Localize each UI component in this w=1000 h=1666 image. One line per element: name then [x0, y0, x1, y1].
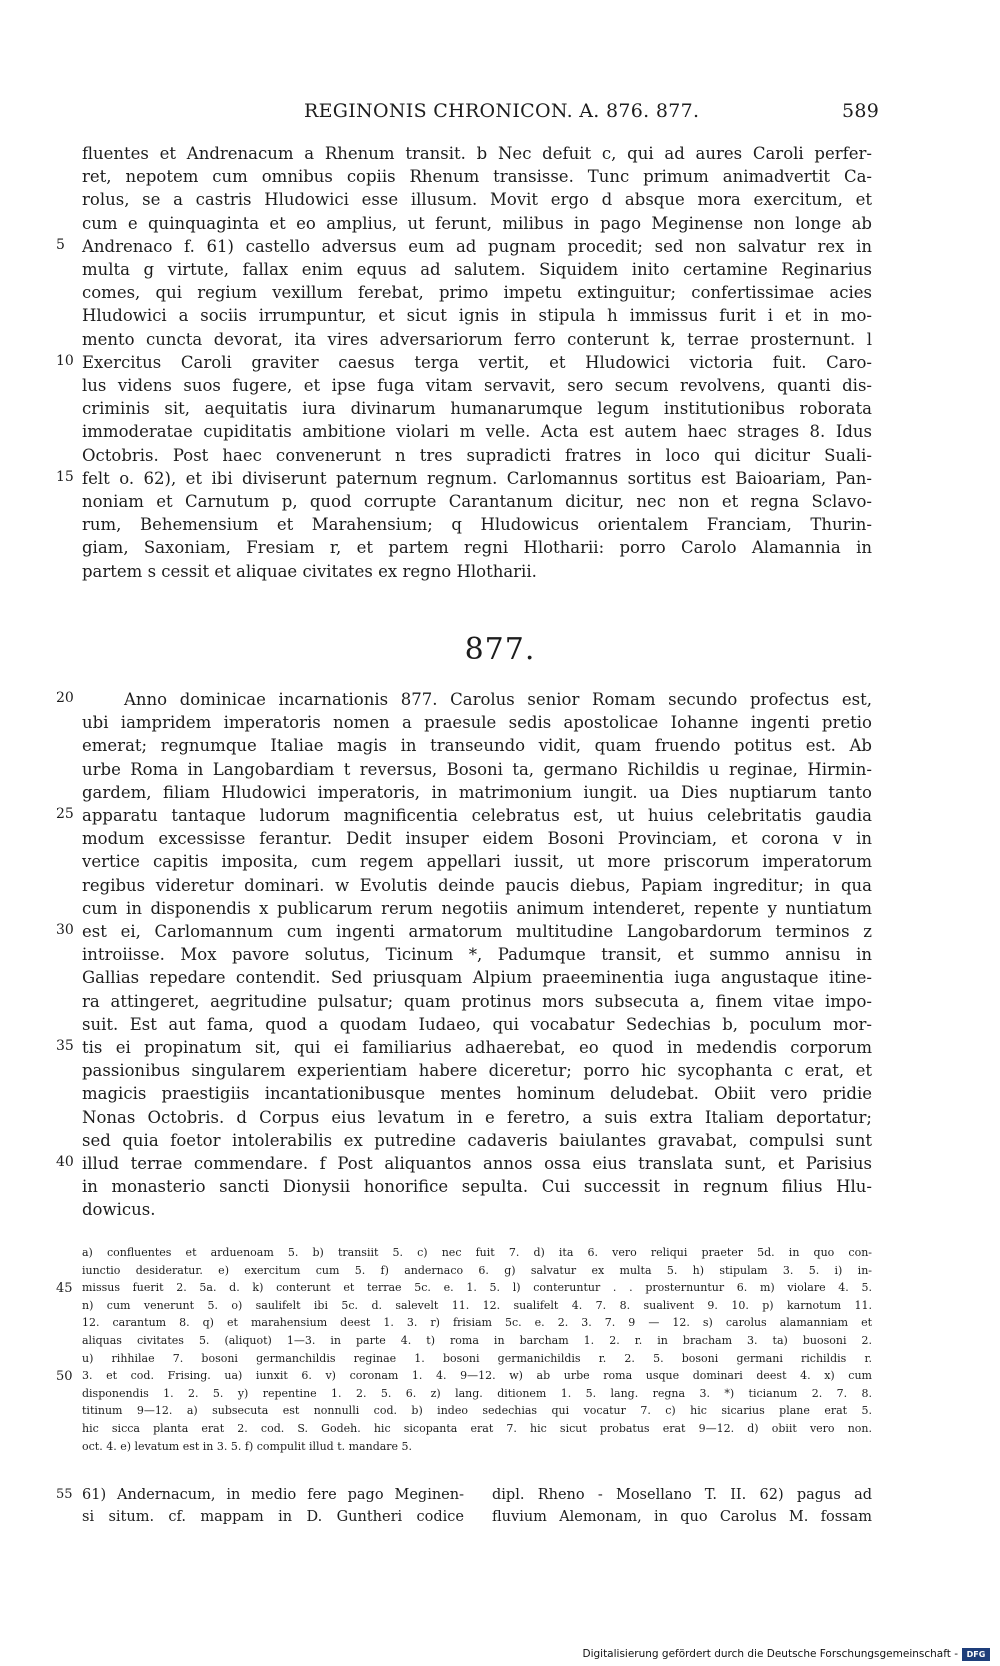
text-line	[0, 562, 1000, 586]
text-line	[0, 330, 1000, 354]
line-text: ret, nepotem cum omnibus copiis Rhenum transisse. Tunc primum animadvertit Ca-	[82, 167, 872, 187]
line-text: Anno dominicae incarnationis 877. Carolus senior Romam secundo profectus est,	[124, 690, 872, 709]
line-text: emerat; regnumque Italiae magis in transeundo vidit, quam fruendo potitus est. Ab	[82, 736, 872, 756]
text-line	[0, 968, 1000, 992]
line-text: aliquas civitates 5. (aliquot) 1—3. in parte 4. t) roma in barcham 1. 2. r. in bracham 3. ta) buosoni 2.	[82, 1334, 872, 1347]
text-line	[0, 1108, 1000, 1132]
note-line	[0, 1316, 1000, 1334]
text-line	[0, 876, 1000, 900]
text-line	[0, 214, 1000, 238]
year-heading: 877.	[464, 632, 536, 667]
line-number: 50	[56, 1369, 73, 1385]
text-line	[0, 922, 1000, 946]
text-line	[0, 260, 1000, 284]
line-text: dowicus.	[82, 1200, 156, 1220]
text-line	[0, 422, 1000, 446]
text-line	[0, 283, 1000, 307]
footer-credit: Digitalisierung gefördert durch die Deutsche Forschungsgemeinschaft -	[582, 1648, 958, 1660]
running-title: REGINONIS CHRONICON. A. 876. 877.	[304, 100, 700, 122]
line-text: titinum 9—12. a) subsecuta est nonnulli cod. b) indeo sedechias qui vocatur 7. c) hic sicarius plane erat 5.	[82, 1404, 872, 1418]
line-number: 5	[56, 236, 65, 253]
text-line	[0, 945, 1000, 969]
text-line	[0, 306, 1000, 330]
text-line	[0, 1038, 1000, 1062]
text-line	[0, 515, 1000, 539]
line-text: felt o. 62), et ibi diviserunt paternum regnum. Carlomannus sortitus est Baioariam, Pan-	[82, 468, 872, 488]
text-line	[0, 1154, 1000, 1178]
note-line	[0, 1352, 1000, 1370]
line-text: sed quia foetor intolerabilis ex putredine cadaveris baiulantes gravabat, compulsi sunt	[82, 1130, 872, 1150]
text-line	[0, 538, 1000, 562]
text-line	[0, 829, 1000, 853]
note-line	[0, 1334, 1000, 1352]
text-line	[0, 376, 1000, 400]
text-line	[0, 144, 1000, 168]
line-number: 20	[56, 690, 74, 706]
line-number: 30	[56, 922, 74, 938]
note-line	[0, 1246, 1000, 1264]
line-text: n) cum venerunt 5. o) saulifelt ibi 5c. d. salevelt 11. 12. sualifelt 4. 7. 8. sualivent 9. 10. p) karnotum 11.	[82, 1298, 872, 1312]
explanatory-note-line	[0, 1509, 1000, 1531]
line-text: in monasterio sancti Dionysii honorifice sepulta. Cui successit in regnum filius Hlu-	[82, 1177, 872, 1197]
note-column-right: fluvium Alemonam, in quo Carolus M. fossam	[492, 1509, 872, 1525]
text-line	[0, 806, 1000, 830]
line-text: tis ei propinatum sit, qui ei familiarius adhaerebat, eo quod in medendis corporum	[82, 1038, 872, 1057]
line-text: missus fuerit 2. 5a. d. k) conterunt et terrae 5c. e. 1. 5. l) conteruntur . . prosternuntur 6. m) violare 4. 5.	[82, 1281, 872, 1295]
line-text: comes, qui regium vexillum ferebat, primo impetu extinguitur; confertissimae acies	[82, 283, 872, 303]
line-text: mento cuncta devorat, ita vires adversariorum ferro conterunt k, terrae prosternunt. l	[82, 329, 872, 349]
line-text: apparatu tantaque ludorum magnificentia celebratus est, ut huius celebritatis gaudia	[82, 806, 872, 825]
text-line	[0, 237, 1000, 261]
dfg-logo: DFG	[962, 1648, 990, 1661]
line-text: partem s cessit et aliquae civitates ex regno Hlotharii.	[82, 561, 537, 581]
text-line	[0, 713, 1000, 737]
line-number: 10	[56, 352, 74, 369]
line-text: Gallias repedare contendit. Sed priusquam Alpium praeeminentia iuga angustaque itine-	[82, 968, 872, 988]
text-line	[0, 353, 1000, 377]
line-text: gardem, filiam Hludowici imperatoris, in matrimonium iungit. ua Dies nuptiarum tanto	[82, 782, 872, 802]
text-line	[0, 167, 1000, 191]
note-line	[0, 1387, 1000, 1405]
page-number: 589	[842, 100, 880, 122]
line-text: ra attingeret, aegritudine pulsatur; quam protinus mors subsecuta a, finem vitae impo-	[82, 991, 872, 1011]
line-text: regibus videretur dominari. w Evolutis deinde paucis diebus, Papiam ingreditur; in qua	[82, 875, 872, 895]
text-line	[0, 1015, 1000, 1039]
line-text: giam, Saxoniam, Fresiam r, et partem regni Hlotharii: porro Carolo Alamannia in	[82, 538, 872, 558]
note-line	[0, 1264, 1000, 1282]
line-text: 12. carantum 8. q) et marahensium deest 1. 3. r) frisiam 5c. e. 2. 3. 7. 9 — 12. s) carolus alamanniam et	[82, 1316, 872, 1330]
line-text: oct. 4. e) levatum est in 3. 5. f) compulit illud t. mandare 5.	[82, 1439, 413, 1453]
text-line	[0, 190, 1000, 214]
text-line	[0, 1177, 1000, 1201]
line-text: u) rihhilae 7. bosoni germanchildis reginae 1. bosoni germanichildis r. 2. 5. bosoni germani richildis r.	[82, 1351, 872, 1365]
line-text: ubi iampridem imperatoris nomen a praesule sedis apostolicae Iohanne ingenti pretio	[82, 713, 872, 733]
text-line	[0, 736, 1000, 760]
line-text: lus videns suos fugere, et ipse fuga vitam servavit, sero secum revolvens, quanti dis-	[82, 376, 872, 395]
line-number: 35	[56, 1038, 74, 1054]
line-number: 15	[56, 468, 74, 485]
line-text: vertice capitis imposita, cum regem appellari iussit, ut more priscorum imperatorum	[82, 852, 872, 872]
page-footer	[0, 1646, 1000, 1664]
line-number: 55	[56, 1487, 73, 1502]
text-line	[0, 446, 1000, 470]
line-text: est ei, Carlomannum cum ingenti armatorum multitudine Langobardorum terminos z	[82, 922, 872, 941]
text-line	[0, 399, 1000, 423]
line-text: illud terrae commendare. f Post aliquantos annos ossa eius translata sunt, et Parisius	[82, 1154, 872, 1173]
line-text: fluentes et Andrenacum a Rhenum transit. b Nec defuit c, qui ad aures Caroli perfer-	[82, 144, 872, 163]
line-text: cum in disponendis x publicarum rerum negotiis animum intenderet, repente y nuntiatum	[82, 898, 872, 918]
line-text: 3. et cod. Frising. ua) iunxit 6. v) coronam 1. 4. 9—12. w) ab urbe roma usque dominari deest 4. x) cum	[82, 1369, 872, 1383]
line-text: multa g virtute, fallax enim equus ad salutem. Siquidem inito certamine Reginarius	[82, 260, 872, 279]
line-text: rum, Behemensium et Marahensium; q Hludowicus orientalem Franciam, Thurin-	[82, 515, 872, 535]
text-line	[0, 852, 1000, 876]
line-text: criminis sit, aequitatis iura divinarum humanarumque legum institutionibus roborata	[82, 399, 872, 419]
line-text: Hludowici a sociis irrumpuntur, et sicut ignis in stipula h immissus furit i et in mo-	[82, 306, 872, 326]
line-text: Octobris. Post haec convenerunt n tres supradicti fratres in loco qui dicitur Suali-	[82, 445, 872, 465]
line-number: 40	[56, 1154, 74, 1170]
note-line	[0, 1299, 1000, 1317]
text-line	[0, 1131, 1000, 1155]
line-text: introiisse. Mox pavore solutus, Ticinum *, Padumque transit, et summo annisu in	[82, 945, 872, 965]
text-line	[0, 1200, 1000, 1224]
line-number: 45	[56, 1281, 73, 1297]
line-number: 25	[56, 806, 74, 822]
line-text: rolus, se a castris Hludowici esse illusum. Movit ergo d absque mora exercitum, et	[82, 190, 872, 210]
note-line	[0, 1422, 1000, 1440]
line-text: iunctio desideratur. e) exercitum cum 5. f) andernaco 6. g) salvatur ex multa 5. h) stipulam 3. 5. i) in-	[82, 1263, 872, 1277]
line-text: Andrenaco f. 61) castello adversus eum ad pugnam procedit; sed non salvatur rex in	[82, 236, 872, 256]
text-line	[0, 992, 1000, 1016]
line-text: noniam et Carnutum p, quod corrupte Carantanum dicitur, nec non et regna Sclavo-	[82, 492, 872, 511]
line-text: suit. Est aut fama, quod a quodam Iudaeo, qui vocabatur Sedechias b, poculum mor-	[82, 1014, 872, 1034]
text-line	[0, 492, 1000, 516]
line-text: hic sicca planta erat 2. cod. S. Godeh. hic sicopanta erat 7. hic sicut probatus erat 9—12. d) obiit vero non.	[82, 1422, 872, 1435]
line-text: immoderatae cupiditatis ambitione violari m velle. Acta est autem haec strages 8. Idus	[82, 422, 872, 442]
page-header	[0, 100, 1000, 130]
text-line	[0, 690, 1000, 714]
note-line	[0, 1440, 1000, 1458]
text-line	[0, 469, 1000, 493]
line-text: magicis praestigiis incantationibusque mentes hominum deludebat. Obiit vero pridie	[82, 1084, 872, 1104]
line-text: disponendis 1. 2. 5. y) repentine 1. 2. 5. 6. z) lang. ditionem 1. 5. lang. regna 3. *) ticianum 2. 7. 8.	[82, 1386, 872, 1400]
text-line	[0, 1084, 1000, 1108]
note-line	[0, 1369, 1000, 1387]
text-line	[0, 899, 1000, 923]
text-line	[0, 760, 1000, 784]
line-text: passionibus singularem experientiam habere diceretur; porro hic sycophanta c erat, et	[82, 1061, 872, 1081]
note-column-right: dipl. Rheno - Mosellano T. II. 62) pagus ad	[492, 1487, 872, 1503]
note-line	[0, 1404, 1000, 1422]
line-text: a) confluentes et arduenoam 5. b) transiit 5. c) nec fuit 7. d) ita 6. vero reliqui praeter 5d. in quo con-	[82, 1246, 872, 1259]
note-column-left: si situm. cf. mappam in D. Guntheri codice	[82, 1509, 464, 1525]
explanatory-note-line	[0, 1487, 1000, 1509]
text-line	[0, 1061, 1000, 1085]
note-column-left: 61) Andernacum, in medio fere pago Meginen-	[82, 1487, 464, 1503]
text-line	[0, 783, 1000, 807]
line-text: Nonas Octobris. d Corpus eius levatum in e feretro, a suis extra Italiam deportatur;	[82, 1107, 872, 1127]
line-text: cum e quinquaginta et eo amplius, ut ferunt, milibus in pago Meginense non longe ab	[82, 213, 872, 233]
line-text: urbe Roma in Langobardiam t reversus, Bosoni ta, germano Richildis u reginae, Hirmin-	[82, 759, 872, 779]
line-text: Exercitus Caroli graviter caesus terga vertit, et Hludowici victoria fuit. Caro-	[82, 352, 872, 372]
note-line	[0, 1281, 1000, 1299]
line-text: modum excessisse ferantur. Dedit insuper eidem Bosoni Provinciam, et corona v in	[82, 829, 872, 849]
